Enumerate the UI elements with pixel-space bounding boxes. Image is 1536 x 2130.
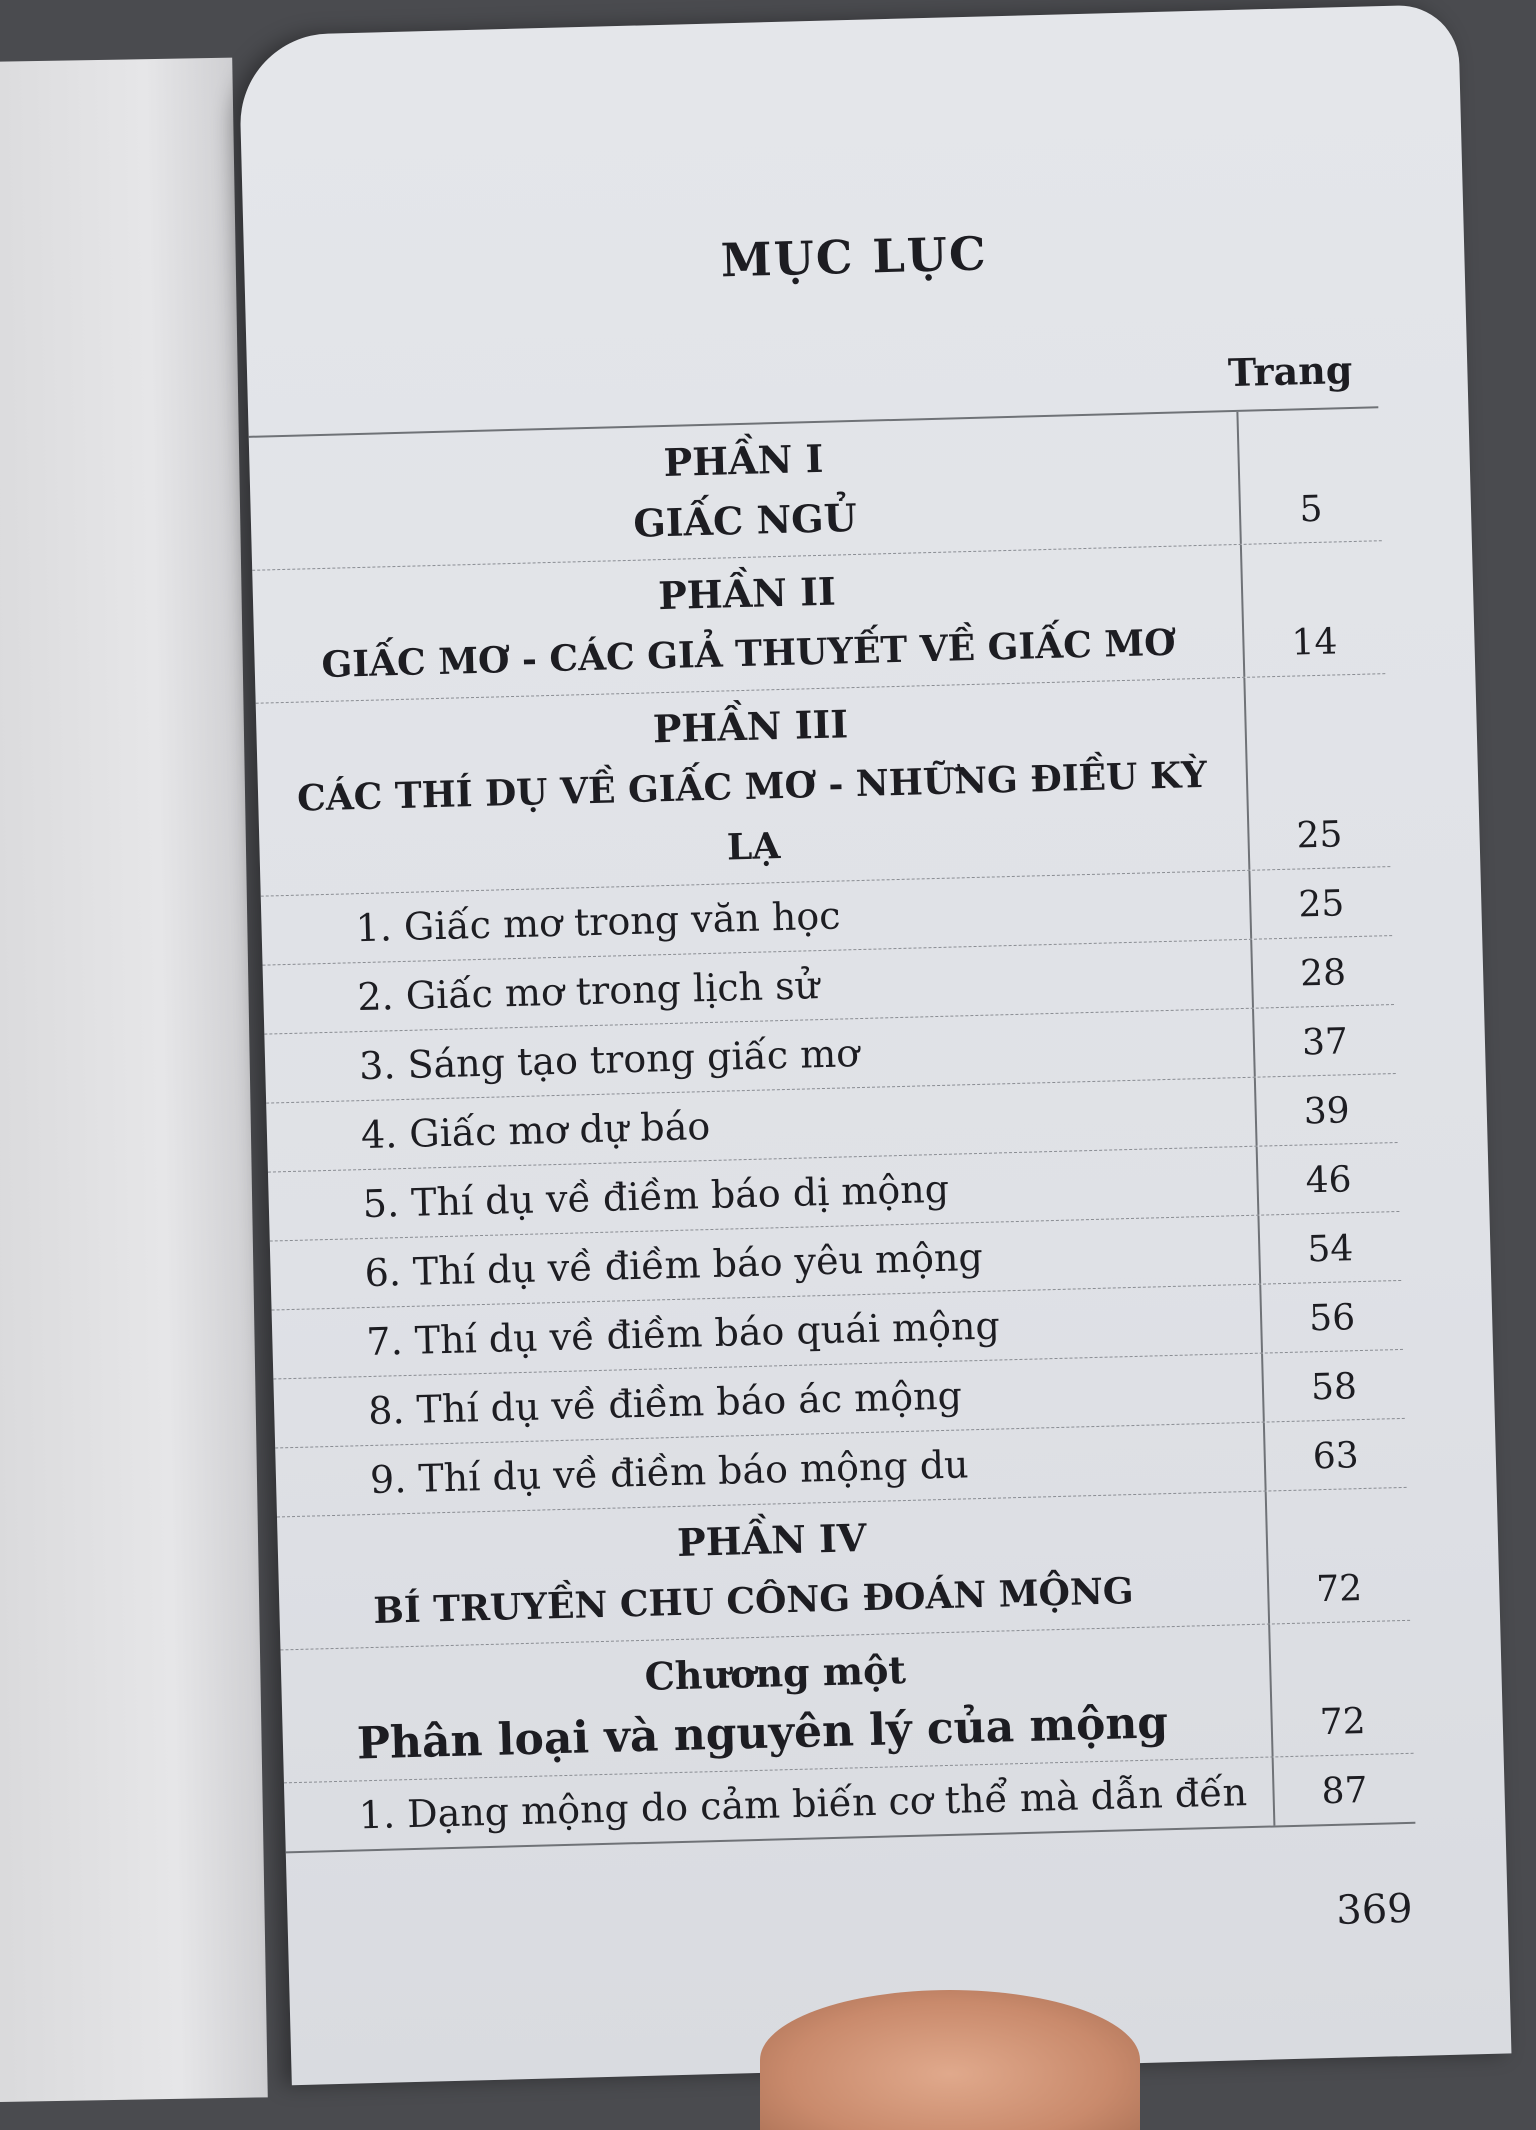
toc-page-number: 63 [1312, 1435, 1360, 1478]
part-label: PHẦN IV [676, 1515, 867, 1565]
toc-page-number: 58 [1310, 1366, 1358, 1409]
toc-page-number: 5 [1298, 488, 1323, 531]
part-title: GIẤC NGỦ [632, 494, 858, 546]
part-label: PHẦN III [652, 701, 849, 752]
part-title: CÁC THÍ DỤ VỀ GIẤC MƠ - NHỮNG ĐIỀU KỲ LẠ [296, 753, 1208, 869]
toc-page-number: 28 [1299, 952, 1347, 995]
toc-entry: 2. Giấc mơ trong lịch sử [356, 963, 820, 1020]
toc-row-text [277, 1492, 1270, 1650]
toc-entry: 5. Thí dụ về điềm báo dị mộng [362, 1166, 950, 1227]
toc-entry: 6. Thí dụ về điềm báo yêu mộng [364, 1234, 984, 1296]
toc-page-number: 39 [1303, 1090, 1351, 1133]
book-page [238, 4, 1511, 2085]
page-title: MỤC LỤC [720, 226, 989, 288]
left-page-edge [0, 58, 268, 2103]
part-label: PHẦN I [663, 435, 824, 485]
thumb [760, 1990, 1140, 2130]
toc-entry: 7. Thí dụ về điềm báo quái mộng [365, 1303, 1001, 1365]
toc-page-number: 25 [1297, 883, 1345, 926]
toc-entry: 8. Thí dụ về điềm báo ác mộng [367, 1373, 963, 1434]
toc-row-text [249, 412, 1242, 570]
toc-entry: 1. Dạng mộng do cảm biến cơ thể mà dẫn đến [358, 1770, 1248, 1838]
toc-entry: 3. Sáng tạo trong giấc mơ [358, 1031, 860, 1089]
toc-entry: 1. Giấc mơ trong văn học [355, 893, 841, 951]
part-title: GIẤC MƠ - CÁC GIẢ THUYẾT VỀ GIẤC MƠ [321, 621, 1177, 686]
toc-page-number: 54 [1306, 1228, 1354, 1271]
toc-row-text [256, 678, 1251, 896]
part-title: BÍ TRUYỀN CHU CÔNG ĐOÁN MỘNG [372, 1570, 1135, 1632]
toc-page-number: 14 [1291, 621, 1338, 664]
toc-row-text [252, 545, 1245, 703]
chapter-title: Phân loại và nguyên lý của mộng [356, 1697, 1169, 1770]
page-number: 369 [1335, 1885, 1414, 1934]
toc-row [256, 674, 1391, 897]
toc-page-number: 87 [1321, 1770, 1368, 1813]
toc-page-number: 72 [1315, 1568, 1363, 1611]
toc-entry: 9. Thí dụ về điềm báo mộng du [369, 1442, 970, 1503]
part-label: PHẦN II [657, 568, 837, 619]
toc-page-number: 72 [1319, 1701, 1367, 1744]
page-column-header: Trang [1227, 346, 1353, 396]
toc-page-number: 25 [1296, 814, 1343, 857]
toc-page-number: 46 [1305, 1159, 1352, 1202]
chapter-label: Chương một [643, 1647, 907, 1699]
toc-page-number: 37 [1301, 1021, 1349, 1064]
toc-row-text [280, 1624, 1273, 1782]
table-of-contents [249, 406, 1416, 1853]
toc-page-number: 56 [1308, 1297, 1356, 1340]
toc-entry: 4. Giấc mơ dự báo [360, 1103, 711, 1158]
